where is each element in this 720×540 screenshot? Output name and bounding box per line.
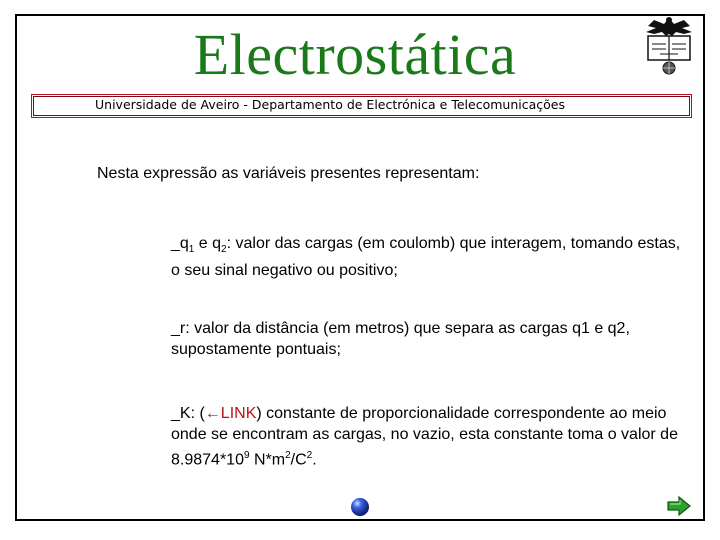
university-eagle-crest-icon xyxy=(640,14,698,80)
institution-subtitle: Universidade de Aveiro - Departamento de Electrónica e Telecomunicações xyxy=(95,97,565,112)
list-item-distance: _r: valor da distância (em metros) que separa as cargas q1 e q2, supostamente pontuais; xyxy=(171,320,630,358)
green-right-arrow-icon[interactable] xyxy=(666,495,692,517)
list-item-constant: _K: (←LINK) constante de proporcionalidade correspondente ao meio onde se encontram as cargas, no vazio, esta constante toma o valor de $8.9874*10^9$ $N*m^2/C^2$. xyxy=(171,405,678,469)
list-item-charges: $\_q_1$ e $q_2$: valor das cargas (em coulomb) que interagem, tomando estas, o seu sinal negativo ou positivo; xyxy=(171,235,681,280)
blue-sphere-icon xyxy=(350,497,370,517)
page-title: Electrostática xyxy=(193,22,517,87)
intro-text: Nesta expressão as variáveis presentes representam: xyxy=(97,165,480,182)
link-back[interactable]: ←LINK xyxy=(204,405,257,422)
